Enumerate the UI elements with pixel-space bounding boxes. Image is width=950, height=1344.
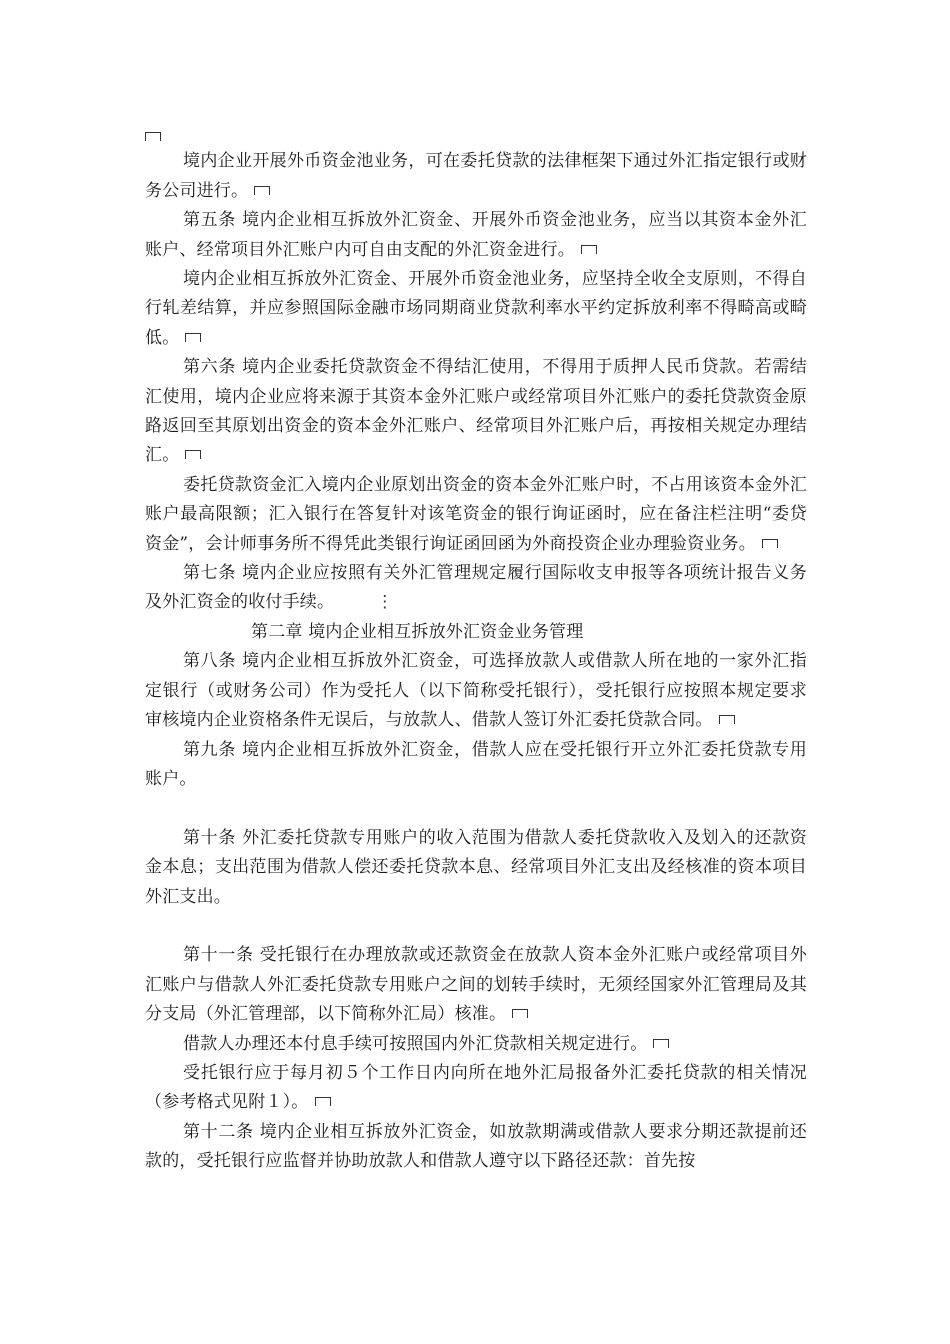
paragraph-text: 第十条 外汇委托贷款专用账户的收入范围为借款人委托贷款收入及划入的还款资金本息；支出范围为借款人偿还委托贷款本息、经常项目外汇支出及经核准的资本项目外汇支出。 (145, 827, 807, 907)
paragraph-mark-icon (653, 1039, 669, 1048)
paragraph-text: 受托银行应于每月初５个工作日内向所在地外汇局报备外汇委托贷款的相关情况（参考格式见附１）。 (145, 1062, 807, 1113)
paragraph-mark-icon (512, 1009, 528, 1018)
vertical-ellipsis-icon: ⋮ (376, 592, 394, 613)
paragraph-3 (145, 265, 807, 353)
paragraph-text: 第八条 境内企业相互拆放外汇资金，可选择放款人或借款人所在地的一家外汇指定银行（或财务公司）作为受托人（以下简称受托银行），受托银行应按照本规定要求审核境内企业资格条件无误后，与放款人、借款人签订外汇委托贷款合同。 (145, 651, 807, 731)
paragraph-text: 第十二条 境内企业相互拆放外汇资金，如放款期满或借款人要求分期还款提前还款的，受托银行应监督并协助放款人和借款人遵守以下路径还款：首先按 (145, 1121, 807, 1172)
paragraph-mark-icon (719, 715, 735, 724)
paragraph-mark-row (145, 118, 807, 147)
article-7 (145, 559, 807, 618)
chapter-heading-text: 第二章 境内企业相互拆放外汇资金业务管理 (251, 621, 584, 642)
paragraph-text: 第五条 境内企业相互拆放外汇资金、开展外币资金池业务，应当以其资本金外汇账户、经常项目外汇账户内可自由支配的外汇资金进行。 (145, 210, 807, 260)
paragraph-text: 第九条 境内企业相互拆放外汇资金，借款人应在受托银行开立外汇委托贷款专用账户。 (145, 739, 807, 789)
paragraph-text: 第七条 境内企业应按照有关外汇管理规定履行国际收支申报等各项统计报告义务及外汇资金的收付手续。 (145, 563, 807, 613)
blank-line (145, 794, 807, 823)
article-11 (145, 941, 807, 1029)
paragraph-text: 第十一条 受托银行在办理放款或还款资金在放款人资本金外汇账户或经常项目外汇账户与借款人外汇委托贷款专用账户之间的划转手续时，无须经国家外汇管理局及其分支局（外汇管理部，以下简称外汇局）核准。 (145, 945, 807, 1025)
paragraph-mark-icon (185, 450, 201, 459)
article-5 (145, 206, 807, 265)
paragraph-5 (145, 471, 807, 559)
paragraph-mark-icon (762, 539, 778, 548)
paragraph-mark-icon (581, 245, 597, 254)
article-10 (145, 824, 807, 912)
paragraph-mark-icon (315, 1097, 331, 1106)
paragraph-text: 境内企业开展外币资金池业务，可在委托贷款的法律框架下通过外汇指定银行或财务公司进行。 (145, 151, 807, 201)
paragraph-mark-icon (185, 333, 201, 342)
chapter-heading (145, 618, 807, 647)
paragraph-text: 境内企业相互拆放外汇资金、开展外币资金池业务，应坚持全收全支原则，不得自行轧差结算，并应参照国际金融市场同期商业贷款利率水平约定拆放利率不得畸高或畸低。 (145, 269, 807, 348)
paragraph-text: 第六条 境内企业委托贷款资金不得结汇使用，不得用于质押人民币贷款。若需结汇使用，境内企业应将来源于其资本金外汇账户或经常项目外汇账户的委托贷款资金原路返回至其原划出资金的资本金外汇账户、经常项目外汇账户后，再按相关规定办理结汇。 (145, 357, 807, 466)
paragraph-11 (145, 1030, 807, 1059)
article-12 (145, 1118, 807, 1177)
paragraph-mark-icon (145, 132, 161, 141)
blank-line (145, 912, 807, 941)
paragraph-text: 借款人办理还本付息手续可按照国内外汇贷款相关规定进行。 (183, 1033, 648, 1054)
article-6 (145, 353, 807, 471)
paragraph-1 (145, 147, 807, 206)
paragraph-text: 委托贷款资金汇入境内企业原划出资金的资本金外汇账户时，不占用该资本金外汇账户最高限额；汇入银行在答复针对该笔资金的银行询证函时，应在备注栏注明“委贷资金”，会计师事务所不得凭此类银行询证函回函为外商投资企业办理验资业务。 (145, 474, 807, 554)
article-9 (145, 736, 807, 795)
document-body (145, 118, 807, 1177)
paragraph-mark-icon (254, 186, 270, 195)
paragraph-12 (145, 1059, 807, 1118)
article-8 (145, 647, 807, 735)
